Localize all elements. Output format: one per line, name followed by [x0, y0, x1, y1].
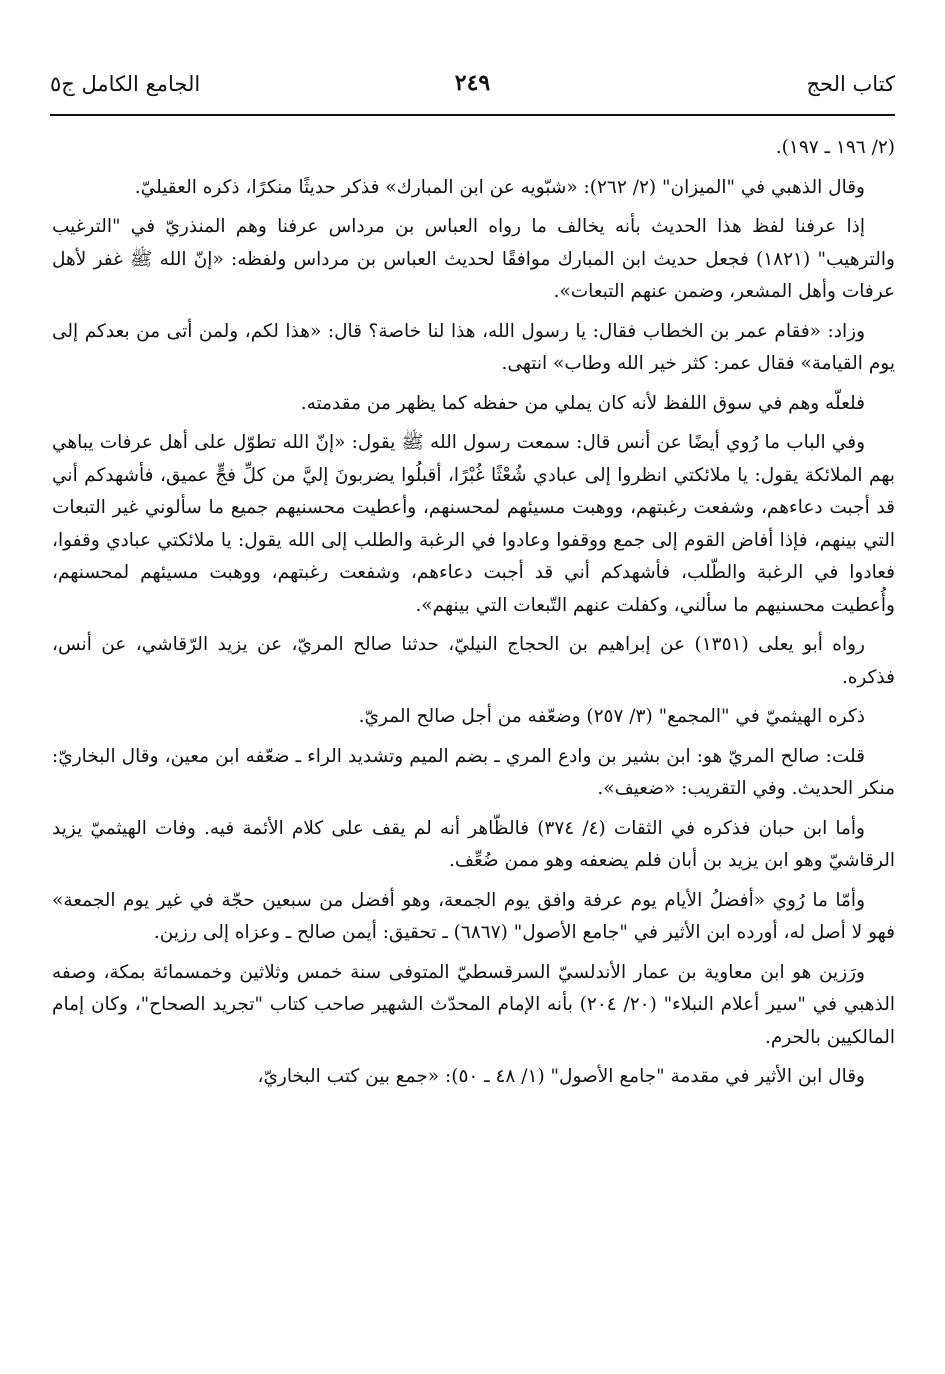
paragraph: إذا عرفنا لفظ هذا الحديث بأنه يخالف ما رواه العباس بن مرداس عرفنا وهم المنذريّ في "الترغيب والترهيب" (١٨٢١) فجعل حديث ابن المبارك موافقًا لحديث العباس بن مرداس ولفظه: «إنّ الله ﷺ غفر لأهل عرفات وأهل المشعر، وضمن عنهم التبعات».	[52, 216, 895, 302]
header-rule	[50, 114, 895, 116]
paragraph: وفي الباب ما رُوي أيضًا عن أنس قال: سمعت رسول الله ﷺ يقول: «إنّ الله تطوّل على أهل عرفات يباهي بهم الملائكة يقول: يا ملائكتي انظروا إلى عبادي شُعْثًا غُبْرًا، أقبلُوا يضربونَ إليَّ من كلِّ فجٍّ عميق، فأشهدكم أني قد أجبت دعاءهم، وشفعت رغبتهم، ووهبت مسيئهم لمحسنهم، وأعطيت محسنيهم جميع ما سألوني غير التبعات التي بينهم، فإذا أفاض القوم إلى جمع ووقفوا وعادوا في الرغبة والطلب إلى الله يقول: يا ملائكتي عبادي وقفوا، فعادوا في الرغبة والطّلب، فأشهدكم أني قد أجبت دعاءهم، وشفعت رغبتهم، ووهبت مسيئهم لمحسنهم، وأُعطيت محسنيهم ما سألني، وكفلت عنهم التّبعات التي بينهم».	[52, 432, 895, 616]
paragraph: وزاد: «فقام عمر بن الخطاب فقال: يا رسول الله، هذا لنا خاصة؟ قال: «هذا لكم، ولمن أتى من بعدكم إلى يوم القيامة» فقال عمر: كثر خير الله وطاب» انتهى.	[52, 320, 895, 374]
body-text	[52, 132, 895, 1101]
paragraph: ذكره الهيثميّ في "المجمع" (٣/ ٢٥٧) وضعّفه من أجل صالح المريّ.	[358, 706, 865, 727]
paragraph: وأمّا ما رُوي «أفضلُ الأيام يوم عرفة وافق يوم الجمعة، وهو أفضل من سبعين حجّة في غير يوم الجمعة» فهو لا أصل له، أورده ابن الأثير في "جامع الأصول" (٦٨٦٧) ـ تحقيق: أيمن صالح ـ وعزاه إلى رزين.	[52, 889, 895, 943]
paragraph: فلعلّه وهم في سوق اللفظ لأنه كان يملي من حفظه كما يظهر من مقدمته.	[300, 392, 865, 414]
paragraph: رواه أبو يعلى (١٣٥١) عن إبراهيم بن الحجاج النيليّ، حدثنا صالح المريّ، عن يزيد الرّقاشي، عن أنس، فذكره.	[52, 634, 895, 688]
paragraph: وقال ابن الأثير في مقدمة "جامع الأصول" (١/ ٤٨ ـ ٥٠): «جمع بين كتب البخاريّ،	[257, 1066, 865, 1087]
paragraph: وقال الذهبي في "الميزان" (٢/ ٢٦٢): «شبّويه عن ابن المبارك» فذكر حديثًا منكرًا، ذكره العقيليّ.	[134, 176, 865, 198]
page-number: ٢٤٩	[454, 70, 491, 96]
running-head-book-title: كتاب الحج	[806, 72, 895, 96]
paragraph: ورَزين هو ابن معاوية بن عمار الأندلسيّ السرقسطيّ المتوفى سنة خمس وثلاثين وخمسمائة بمكة، وصفه الذهبي في "سير أعلام النبلاء" (٢٠/ ٢٠٤) بأنه الإمام المحدّث الشهير صاحب كتاب "تجريد الصحاح"، وكان إمام المالكيين بالحرم.	[52, 961, 896, 1048]
page-header	[50, 68, 895, 104]
paragraph: (٢/ ١٩٦ ـ ١٩٧).	[775, 137, 895, 158]
running-head-series-title: الجامع الكامل ج٥	[50, 72, 201, 96]
paragraph: قلت: صالح المريّ هو: ابن بشير بن وادع المري ـ بضم الميم وتشديد الراء ـ ضعّفه ابن معين، وقال البخاريّ: منكر الحديث. وفي التقريب: «ضعيف».	[52, 745, 895, 799]
paragraph: وأما ابن حبان فذكره في الثقات (٤/ ٣٧٤) فالظّاهر أنه لم يقف على كلام الأئمة فيه. وفات الهيثميّ يزيد الرقاشيّ وهو ابن يزيد بن أبان فلم يضعفه وهو ممن ضُعِّف.	[52, 817, 895, 871]
